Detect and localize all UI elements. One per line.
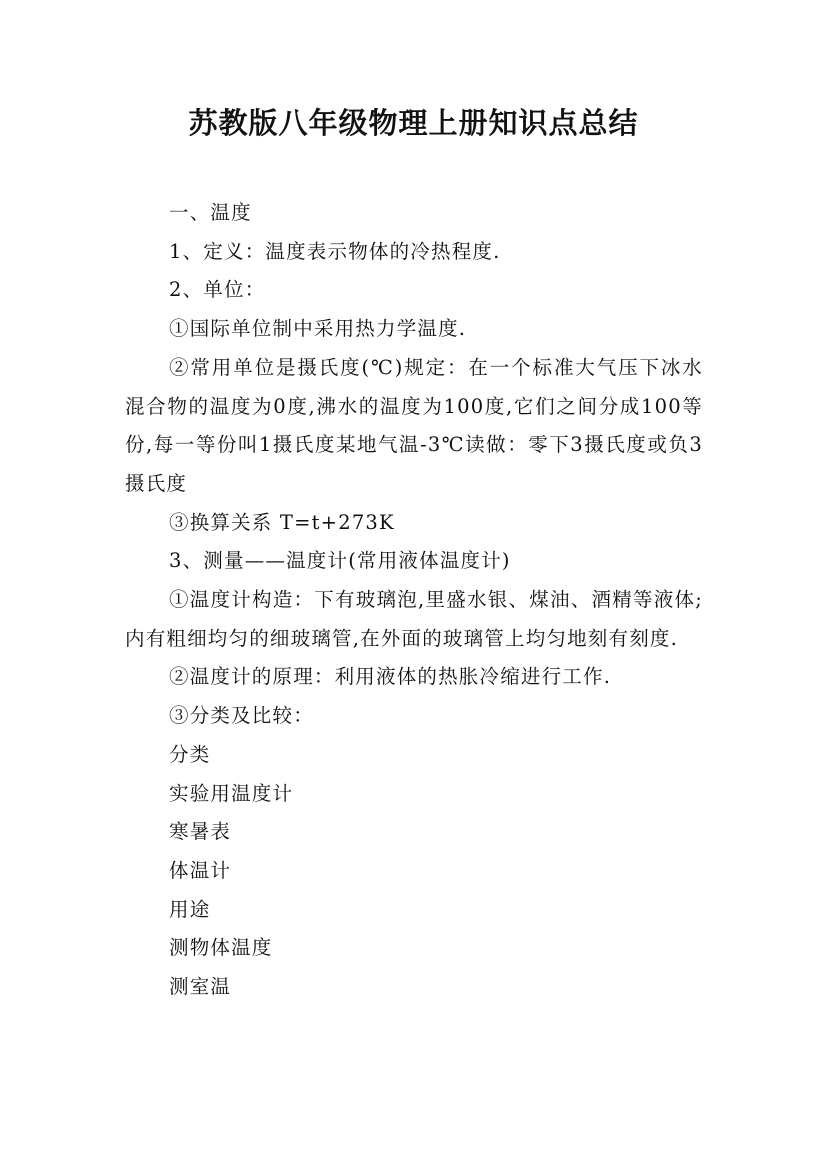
list-item: 体温计 [169,858,232,882]
paragraph-celsius: ②常用单位是摄氏度(℃)规定：在一个标准大气压下冰水混合物的温度为0度,沸水的温度为100度,它们之间分成100等份,每一等份叫1摄氏度某地气温-3℃读做：零下3摄氏度或负3摄氏度 [125,355,703,495]
paragraph-thermometer-principle: ②温度计的原理：利用液体的热胀冷缩进行工作. [169,665,612,689]
paragraph-classification: ③分类及比较： [169,704,314,728]
document-body [125,194,703,1007]
paragraph-conversion: ③换算关系 T=t+273K [169,510,395,534]
paragraph-unit: 2、单位： [169,278,266,302]
paragraph-measurement: 3、测量——温度计(常用液体温度计) [169,549,511,573]
page-title: 苏教版八年级物理上册知识点总结 [188,106,639,140]
list-item: 实验用温度计 [169,781,294,805]
paragraph-definition: 1、定义：温度表示物体的冷热程度. [169,239,501,263]
list-item: 分类 [169,742,211,766]
list-item: 测物体温度 [169,936,273,960]
list-item: 寒暑表 [169,820,232,844]
list-item: 用途 [169,897,211,921]
paragraph-thermometer-structure: ①温度计构造：下有玻璃泡,里盛水银、煤油、酒精等液体;内有粗细均匀的细玻璃管,在外面的玻璃管上均匀地刻有刻度. [125,588,703,650]
section-heading-temperature: 一、温度 [169,201,252,224]
paragraph-si-unit: ①国际单位制中采用热力学温度. [169,317,467,341]
list-item: 测室温 [169,975,232,999]
